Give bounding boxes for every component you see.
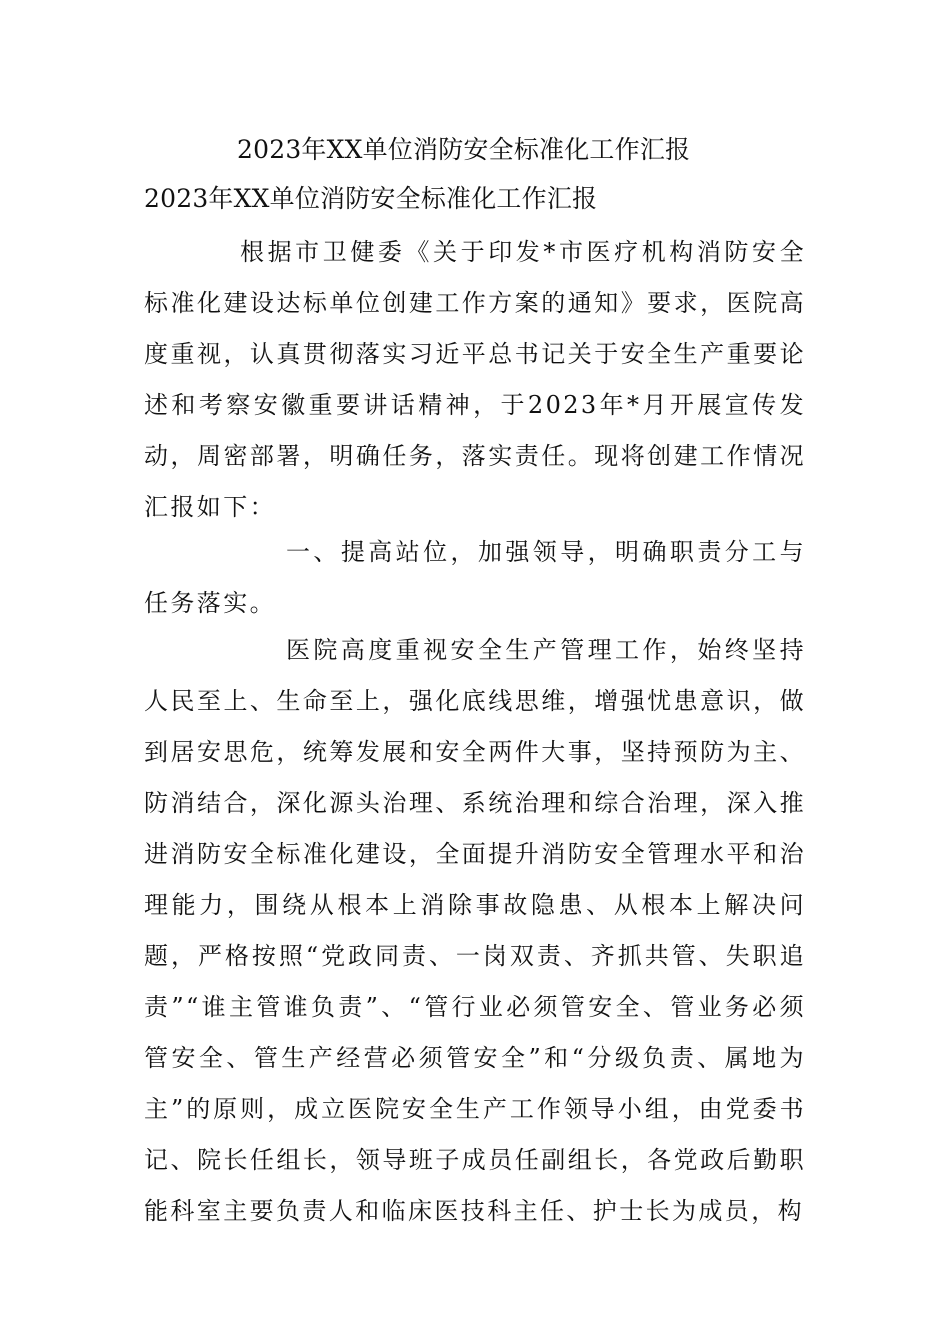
document-subtitle: 2023年XX单位消防安全标准化工作汇报 [144,184,598,213]
section-heading: 一、提高站位，加强领导，明确职责分工与任务落实。 [144,538,806,617]
body-paragraph: 医院高度重视安全生产管理工作，始终坚持人民至上、生命至上，强化底线思维，增强忧患意识，做到居安思危，统筹发展和安全两件大事，坚持预防为主、防消结合，深化源头治理、系统治理和综合治理，深入推进消防安全标准化建设，全面提升消防安全管理水平和治理能力，围绕从根本上消除事故隐患、从根本上解决问题，严格按照“党政同责、一岗双责、齐抓共管、失职追责”“谁主管谁负责”、“管行业必须管安全、管业务必须管安全、管生产经营必须管安全”和“分级负责、属地为主”的原则，成立医院安全生产工作领导小组，由党委书记、院长任组长，领导班子成员任副组长，各党政后勤职能科室主要负责人和临床医技科主任、护士长为成员，构 [144,636,806,1225]
document-title: 2023年XX单位消防安全标准化工作汇报 [237,135,691,164]
intro-paragraph: 根据市卫健委《关于印发*市医疗机构消防安全标准化建设达标单位创建工作方案的通知》要求，医院高度重视，认真贯彻落实习近平总书记关于安全生产重要论述和考察安徽重要讲话精神，于2023年*月开展宣传发动，周密部署，明确任务，落实责任。现将创建工作情况汇报如下： [144,238,806,521]
